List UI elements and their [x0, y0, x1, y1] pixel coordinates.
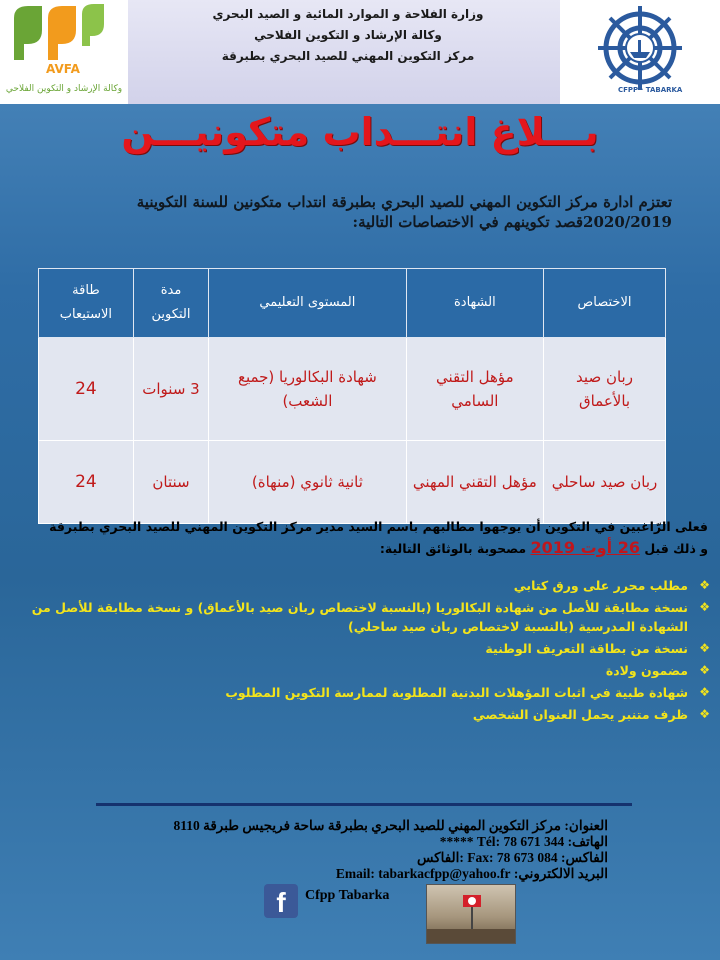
specialties-table — [38, 268, 666, 524]
letterhead — [0, 0, 720, 104]
required-documents-list — [20, 576, 710, 727]
diamond-bullet-icon: ❖ — [699, 578, 710, 592]
table-cell: ربان صيد بالأعماق — [544, 338, 666, 441]
table-row — [39, 441, 666, 524]
diamond-bullet-icon: ❖ — [699, 600, 710, 614]
address-line: العنوان: مركز التكوين المهني للصيد البحري بطبرقة ساحة فريجيس طبرقة 8110 — [173, 818, 608, 833]
column-header: الشهادة — [406, 269, 543, 338]
deadline-date: 26 أوت 2019 — [530, 538, 640, 557]
column-header: طاقة الاستيعاب — [39, 269, 134, 338]
list-item — [20, 661, 710, 680]
table-cell: 3 سنوات — [133, 338, 208, 441]
list-item — [20, 639, 710, 658]
table-row — [39, 338, 666, 441]
deadline-line — [8, 537, 708, 559]
avfa-logo-name: AVFA — [46, 62, 80, 76]
list-item — [20, 576, 710, 595]
column-header: الاختصاص — [544, 269, 666, 338]
table-cell: شهادة البكالوريا (جميع الشعب) — [209, 338, 407, 441]
column-header: المستوى التعليمي — [209, 269, 407, 338]
table-cell: مؤهل التقني المهني — [406, 441, 543, 524]
document-text: نسخة مطابقة للأصل من شهادة البكالوريا (بالنسبة لاختصاص ربان صيد بالأعماق) و نسخة مطابقة للأصل من الشهادة المدرسية (بالنسبة لاختصاص ربان صيد ساحلي) — [31, 600, 688, 634]
table-header-row — [39, 269, 666, 338]
fax-line: الفاكس: Fax: 78 673 084 :الفاكس — [416, 850, 608, 865]
diamond-bullet-icon: ❖ — [699, 663, 710, 677]
avfa-logo-caption: وكالة الإرشاد و التكوين الفلاحي — [5, 84, 123, 94]
column-header: مدة التكوين — [133, 269, 208, 338]
intro-paragraph: تعتزم ادارة مركز التكوين المهني للصيد البحري بطبرقة انتداب متكونين للسنة التكوينية 2020/2019قصد تكوينهم في الاختصاصات التالية: — [136, 193, 672, 231]
application-instructions — [8, 516, 708, 559]
phone-line: الهاتف: 344 671 78 :Tél ***** — [439, 834, 608, 849]
table-cell: 24 — [39, 441, 134, 524]
document-text: شهادة طبية في اثبات المؤهلات البدنية المطلوبة لممارسة التكوين المطلوب — [225, 685, 688, 700]
facebook-icon[interactable]: f — [264, 884, 298, 918]
ministry-heading — [150, 4, 546, 67]
leaf-logo-icon — [0, 0, 128, 70]
facebook-page-link[interactable]: Cfpp Tabarka — [305, 888, 390, 903]
diamond-bullet-icon: ❖ — [699, 685, 710, 699]
table-cell: ثانية ثانوي (منهاة) — [209, 441, 407, 524]
page-title: بـــلاغ انتـــداب متكونيـــن — [121, 110, 599, 154]
agency-line: وكالة الإرشاد و التكوين الفلاحي — [254, 28, 442, 42]
center-photo — [426, 884, 516, 944]
email-line: البريد الالكتروني: Email: tabarkacfpp@yahoo.fr — [335, 866, 608, 881]
document-text: مضمون ولادة — [605, 663, 688, 678]
ship-wheel-icon — [560, 0, 720, 100]
footer-divider — [96, 803, 632, 806]
center-line: مركز التكوين المهني للصيد البحري بطبرقة — [221, 49, 475, 63]
contact-block — [118, 818, 608, 882]
table-cell: سنتان — [133, 441, 208, 524]
cfpp-logo — [560, 0, 720, 104]
list-item — [20, 598, 710, 636]
flag-icon — [427, 885, 515, 943]
table-cell: ربان صيد ساحلي — [544, 441, 666, 524]
document-text: نسخة من بطاقة التعريف الوطنية — [485, 641, 688, 656]
document-text: مطلب محرر على ورق كتابي — [513, 578, 688, 593]
avfa-logo — [0, 0, 128, 104]
ministry-line: وزارة الفلاحة و الموارد المائية و الصيد البحري — [212, 7, 484, 21]
deadline-prefix: و ذلك قبل — [644, 541, 708, 556]
diamond-bullet-icon: ❖ — [699, 707, 710, 721]
list-item — [20, 683, 710, 702]
table-cell: 24 — [39, 338, 134, 441]
list-item — [20, 705, 710, 724]
instructions-line: فعلى الرّاغبين في التكوين أن يوجهوا مطالبهم باسم السيد مدير مركز التكوين المهني للصيد البحري بطبرقة — [49, 519, 708, 534]
cfpp-logo-caption: CFPP · TABARKA — [618, 86, 683, 94]
document-text: ظرف متنبر يحمل العنوان الشخصي — [472, 707, 688, 722]
table-cell: مؤهل التقني السامي — [406, 338, 543, 441]
deadline-suffix: مصحوبة بالوثائق التالية: — [379, 541, 527, 556]
diamond-bullet-icon: ❖ — [699, 641, 710, 655]
